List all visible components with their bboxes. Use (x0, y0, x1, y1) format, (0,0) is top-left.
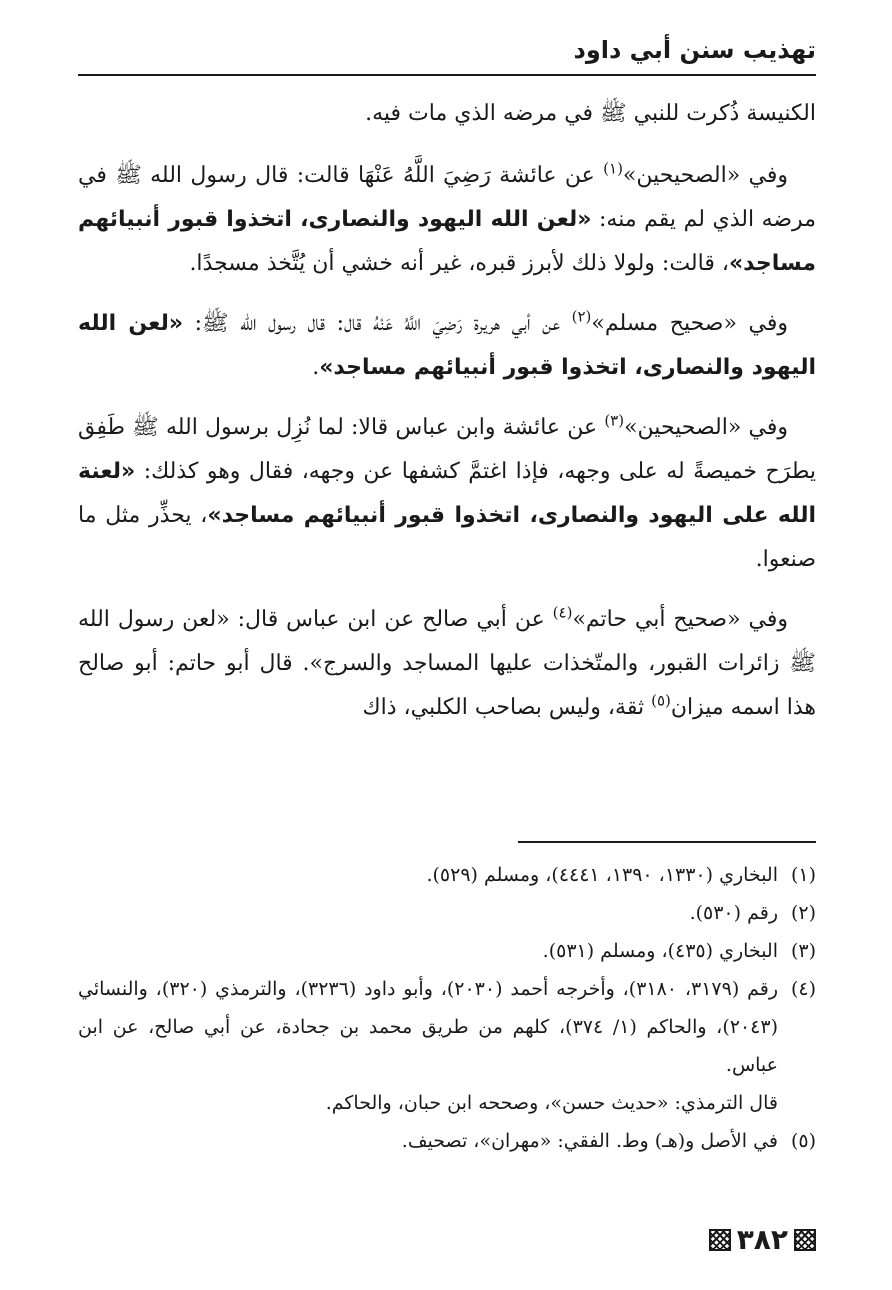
footnote-1 (78, 856, 816, 894)
hadith-quote: «لعن الله اليهود والنصارى، اتخذوا قبور أنبيائهم مساجد» (78, 311, 816, 380)
paragraph-text: . (312, 355, 320, 380)
main-text (78, 92, 816, 746)
footnotes (78, 856, 816, 1160)
paragraph-text: عن عائشة رَضِيَ اللَّهُ عَنْهَا قالت: قال رسول الله ﷺ في مرضه الذي لم يقم منه: (78, 163, 816, 232)
footnote-number: (٣) (790, 940, 816, 962)
footnote-text-block (78, 970, 778, 1122)
paragraph-text: وفي «صحيح أبي حاتم» (572, 607, 788, 632)
footnote-number: (٥) (790, 1130, 816, 1152)
paragraph-text: ، يحذِّر مثل ما صنعوا. (78, 503, 816, 572)
paragraph-text: وفي «صحيح مسلم» (591, 311, 788, 336)
footnote-text: رقم (٣١٧٩، ٣١٨٠)، وأخرجه أحمد (٢٠٣٠)، وأبو داود (٣٢٣٦)، والترمذي (٣٢٠)، والنسائي (٢٠٤٣)، والحاكم (١/ ٣٧٤)، كلهم من طريق محمد بن جحادة، عن أبي صالح، عن ابن عباس. (78, 978, 778, 1076)
paragraph-text: عن عائشة وابن عباس قالا: لما نُزِل برسول الله ﷺ طَفِق يطرَح خميصةً له على وجهه، فإذا اغتمَّ كشفها عن وجهه، فقال وهو كذلك: (78, 415, 816, 484)
footnote-5 (78, 1122, 816, 1160)
paragraph-text: ، قالت: ولولا ذلك لأبرز قبره، غير أنه خشي أن يُتَّخذ مسجدًا. (189, 251, 729, 276)
square-ornament-icon (794, 1229, 816, 1251)
paragraph-4 (78, 406, 816, 582)
paragraph-2 (78, 154, 816, 286)
hadith-quote: «لعن الله اليهود والنصارى، اتخذوا قبور أنبيائهم مساجد» (78, 207, 816, 276)
footnote-rule (518, 841, 816, 843)
paragraph-text: وفي «الصحيحين» (624, 415, 788, 440)
hadith-quote: «لعنة الله على اليهود والنصارى، اتخذوا قبور أنبيائهم مساجد» (78, 459, 816, 528)
footnote-subtext: قال الترمذي: «حديث حسن»، وصححه ابن حبان، والحاكم. (325, 1092, 778, 1114)
footnote-ref-1[interactable]: (١) (603, 159, 623, 178)
paragraph-3 (78, 302, 816, 390)
paragraph-5 (78, 598, 816, 730)
paragraph-text: الكنيسة ذُكرت للنبي ﷺ في مرضه الذي مات فيه. (365, 101, 816, 126)
footnote-ref-2[interactable]: (٢) (571, 307, 592, 326)
header-rule (78, 74, 816, 76)
paragraph-1 (78, 92, 816, 136)
footnote-3 (78, 932, 816, 970)
footnote-number: (٢) (790, 902, 816, 924)
footnote-2 (78, 894, 816, 932)
footnote-ref-4[interactable]: (٤) (552, 603, 573, 622)
footnote-text: رقم (٥٣٠). (689, 902, 778, 924)
paragraph-text: وفي «الصحيحين» (622, 163, 788, 188)
footnote-text: البخاري (٤٣٥)، ومسلم (٥٣١). (542, 940, 778, 962)
footnote-ref-3[interactable]: (٣) (604, 411, 625, 430)
page-number-block (709, 1223, 816, 1256)
footnote-text: البخاري (١٣٣٠، ١٣٩٠، ٤٤٤١)، ومسلم (٥٢٩). (426, 864, 778, 886)
footnote-number: (١) (790, 864, 816, 886)
footnote-ref-5[interactable]: (٥) (651, 691, 671, 710)
footnote-number: (٤) (790, 978, 816, 1000)
page-number: ٣٨٢ (736, 1223, 788, 1256)
paragraph-text: عن أبي هريرة رَضِيَ اللَّهُ عَنْهُ قال: قال رسول الله ﷺ: (183, 311, 572, 336)
paragraph-text: عن أبي صالح عن ابن عباس قال: «لعن رسول الله ﷺ زائرات القبور، والمتّخذات عليها المساجد والسرج». قال أبو حاتم: أبو صالح هذا اسمه ميزان (78, 607, 816, 720)
paragraph-text: ثقة، وليس بصاحب الكلبي، ذاك (362, 695, 652, 720)
footnote-text: في الأصل و(هـ) وط. الفقي: «مهران»، تصحيف. (401, 1130, 778, 1152)
square-ornament-icon (709, 1229, 731, 1251)
footnote-4 (78, 970, 816, 1122)
running-head-title: تهذيب سنن أبي داود (573, 36, 816, 64)
